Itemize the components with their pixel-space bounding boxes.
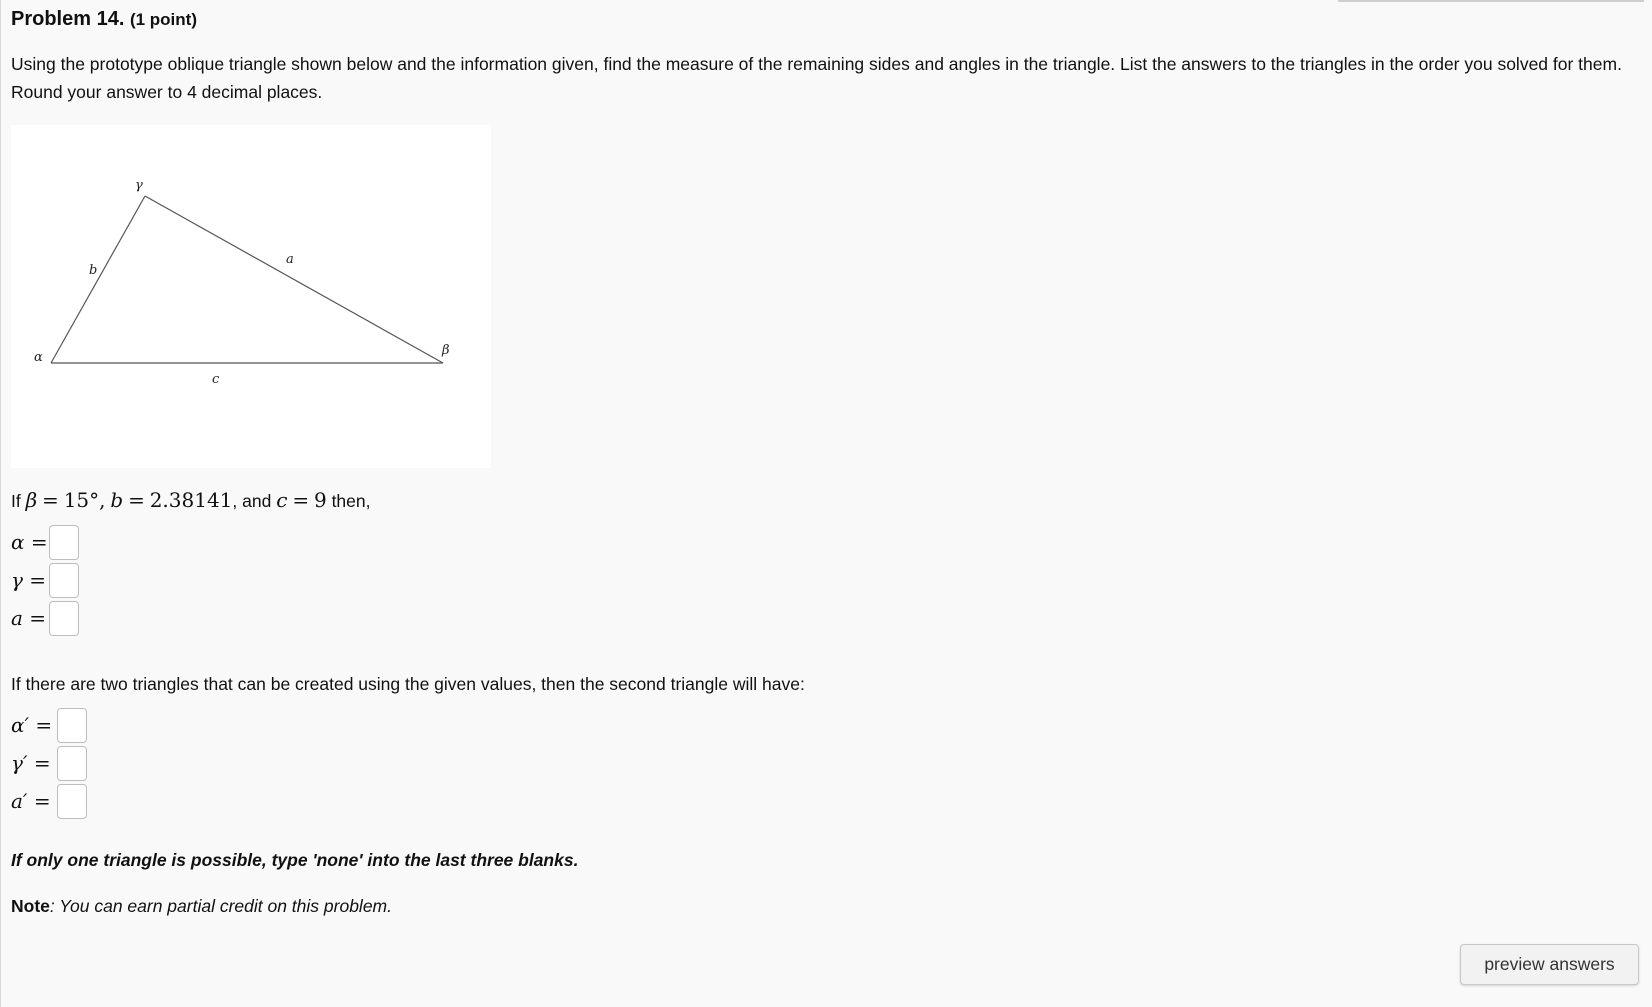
- given-suffix: then,: [331, 491, 371, 511]
- given-b-symbol: b: [110, 488, 124, 512]
- beta-vertex-label: β: [442, 343, 450, 358]
- given-values: [11, 486, 371, 515]
- triangle-diagram: [11, 125, 491, 468]
- answer-row-alpha: [11, 524, 79, 560]
- answer-row-gamma: [11, 562, 79, 598]
- answer-row-a: [11, 600, 79, 636]
- problem-title: [11, 8, 197, 31]
- answer-row-alpha-prime: [11, 707, 87, 743]
- given-c-symbol: c: [276, 488, 288, 512]
- only-one-instruction: If only one triangle is possible, type 'none' into the last three blanks.: [11, 850, 579, 870]
- alpha-label: α =: [11, 530, 48, 554]
- left-border: [0, 0, 1, 1007]
- preview-answers-button[interactable]: preview answers: [1460, 944, 1639, 985]
- gamma-prime-label: γ′ =: [11, 751, 51, 775]
- problem-statement: Using the prototype oblique triangle shown below and the information given, find the measure of the remaining sides and angles in the triangle. List the answers to the triangles in the order you solved for them. Round your answer to 4 decimal places.: [11, 54, 1622, 102]
- alpha-input[interactable]: [49, 525, 79, 560]
- side-a-prime-label: a′ =: [11, 789, 51, 813]
- problem-number: Problem 14.: [11, 8, 125, 30]
- alpha-prime-label: α′ =: [11, 713, 53, 737]
- side-c-label: c: [212, 372, 220, 387]
- gamma-input[interactable]: [49, 563, 79, 598]
- gamma-prime-input[interactable]: [57, 746, 87, 781]
- partial-credit-note: [11, 896, 392, 917]
- side-a-prime-input[interactable]: [57, 784, 87, 819]
- note-text: : You can earn partial credit on this problem.: [49, 896, 392, 916]
- side-a-input[interactable]: [49, 601, 79, 636]
- given-sep-2: , and: [232, 491, 272, 511]
- answer-row-a-prime: [11, 783, 87, 819]
- given-beta-symbol: β: [25, 488, 38, 512]
- gamma-vertex-label: γ: [135, 178, 143, 193]
- side-b-line: [51, 196, 145, 363]
- top-bar-edge: [1338, 0, 1644, 2]
- given-c-value: 9: [313, 488, 327, 512]
- given-eq-1: =: [42, 488, 59, 512]
- given-sep-1: ,: [99, 488, 106, 512]
- alpha-prime-input[interactable]: [57, 708, 87, 743]
- side-a-label: a: [286, 252, 294, 267]
- second-triangle-text: If there are two triangles that can be created using the given values, then the second triangle will have:: [11, 674, 805, 694]
- given-beta-value: 15°: [63, 488, 100, 512]
- given-b-value: 2.38141: [149, 488, 233, 512]
- given-eq-3: =: [292, 488, 310, 512]
- side-a-line: [145, 196, 443, 363]
- gamma-label: γ =: [11, 568, 47, 592]
- side-a-answer-label: a =: [11, 606, 47, 630]
- answer-row-gamma-prime: [11, 745, 87, 781]
- alpha-vertex-label: α: [34, 350, 43, 365]
- triangle-figure: [11, 125, 491, 468]
- problem-points: (1 point): [129, 10, 197, 29]
- note-label: Note: [11, 896, 50, 916]
- side-b-label: b: [89, 263, 98, 278]
- given-eq-2: =: [128, 488, 145, 512]
- given-prefix: If: [11, 491, 21, 511]
